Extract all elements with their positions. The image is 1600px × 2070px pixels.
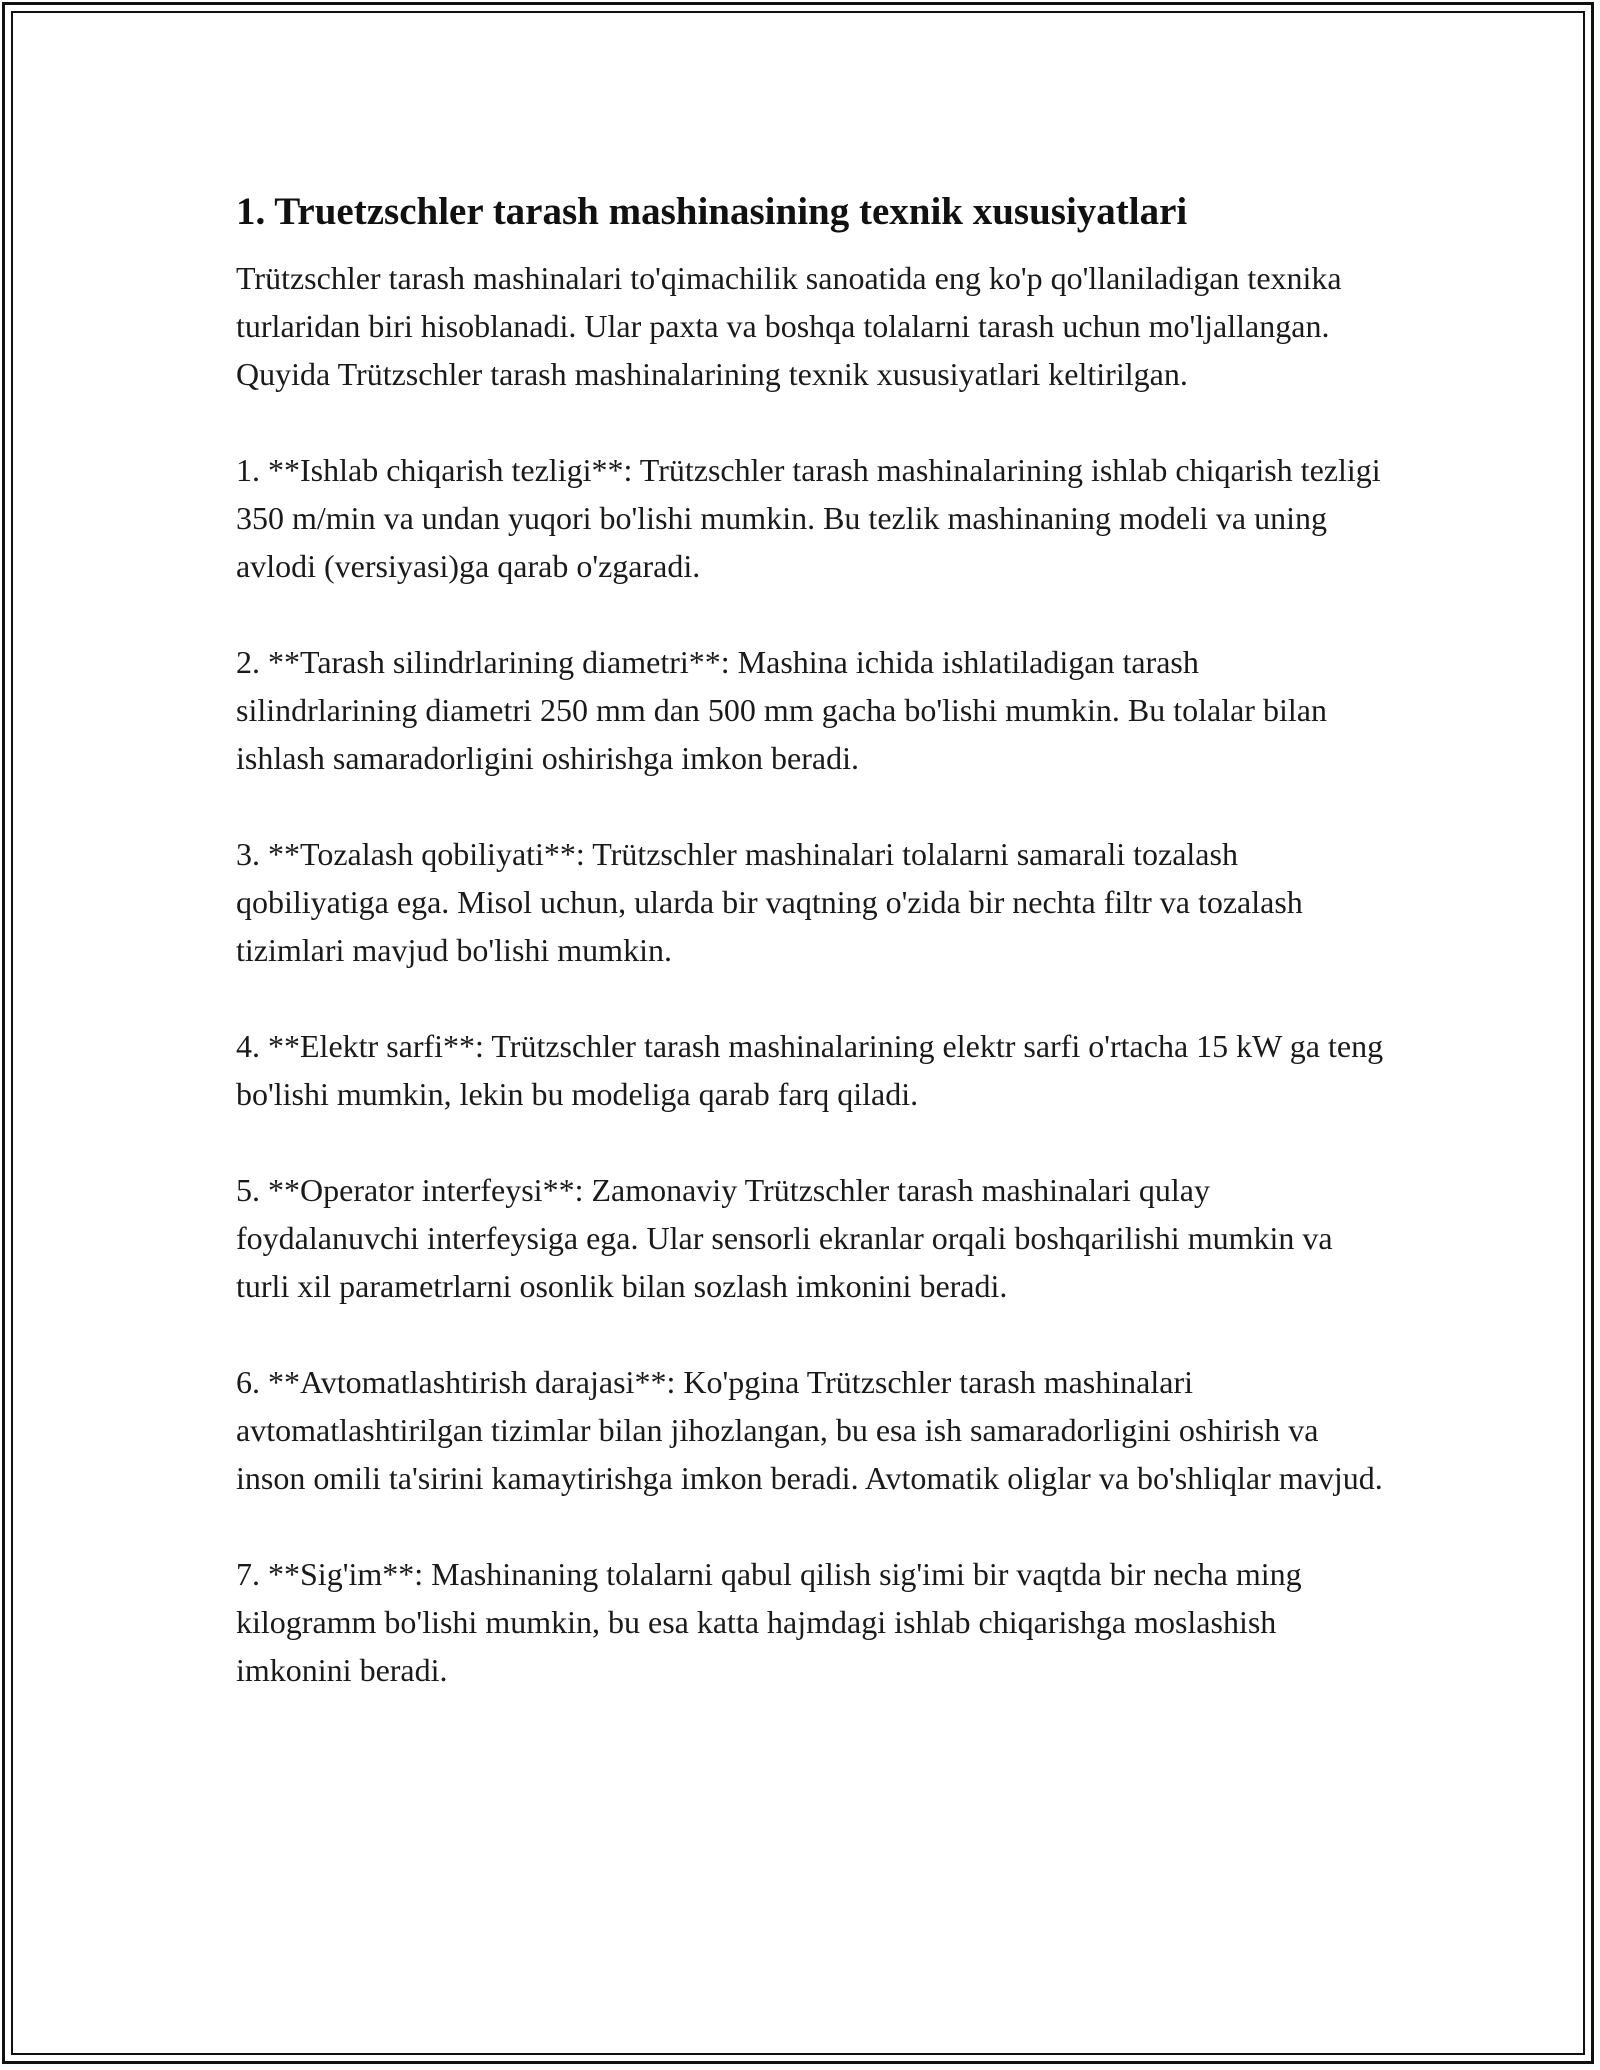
list-item-cylinder-diameter: 2. **Tarash silindrlarining diametri**: Mashina ichida ishlatiladigan tarash silindrlarining diametri 250 mm dan 500 mm gacha bo'lishi mumkin. Bu tolalar bilan ishlash samaradorligini oshirishga imkon beradi. [236,644,1327,776]
list-item-power-consumption: 4. **Elektr sarfi**: Trützschler tarash mashinalarining elektr sarfi o'rtacha 15 kW ga teng bo'lishi mumkin, lekin bu modeliga qarab farq qiladi. [236,1028,1384,1112]
list-item-operator-interface: 5. **Operator interfeysi**: Zamonaviy Trützschler tarash mashinalari qulay foydalanuvchi interfeysiga ega. Ular sensorli ekranlar orqali boshqarilishi mumkin va turli xil parametrlarni osonlik bilan sozlash imkonini beradi. [236,1172,1333,1304]
list-item-cleaning-capacity: 3. **Tozalash qobiliyati**: Trützschler mashinalari tolalarni samarali tozalash qobiliyatiga ega. Misol uchun, ularda bir vaqtning o'zida bir nechta filtr va tozalash tizimlari mavjud bo'lishi mumkin. [236,836,1303,968]
document-body [236,186,1386,1742]
intro-paragraph: Trützschler tarash mashinalari to'qimachilik sanoatida eng ko'p qo'llaniladigan texnika turlaridan biri hisoblanadi. Ular paxta va boshqa tolalarni tarash uchun mo'ljallangan. Quyida Trützschler tarash mashinalarining texnik xususiyatlari keltirilgan. [236,260,1342,392]
list-item-automation-level: 6. **Avtomatlashtirish darajasi**: Ko'pgina Trützschler tarash mashinalari avtomatlashtirilgan tizimlar bilan jihozlangan, bu esa ish samaradorligini oshirish va inson omili ta'sirini kamaytirishga imkon beradi. Avtomatik oliglar va bo'shliqlar mavjud. [236,1364,1383,1496]
list-item-capacity: 7. **Sig'im**: Mashinaning tolalarni qabul qilish sig'imi bir vaqtda bir necha ming kilogramm bo'lishi mumkin, bu esa katta hajmdagi ishlab chiqarishga moslashish imkonini beradi. [236,1556,1302,1688]
list-item-production-speed: 1. **Ishlab chiqarish tezligi**: Trützschler tarash mashinalarining ishlab chiqarish tezligi 350 m/min va undan yuqori bo'lishi mumkin. Bu tezlik mashinaning modeli va uning avlodi (versiyasi)ga qarab o'zgaradi. [236,452,1381,584]
document-title: 1. Truetzschler tarash mashinasining texnik xususiyatlari [236,190,1188,233]
